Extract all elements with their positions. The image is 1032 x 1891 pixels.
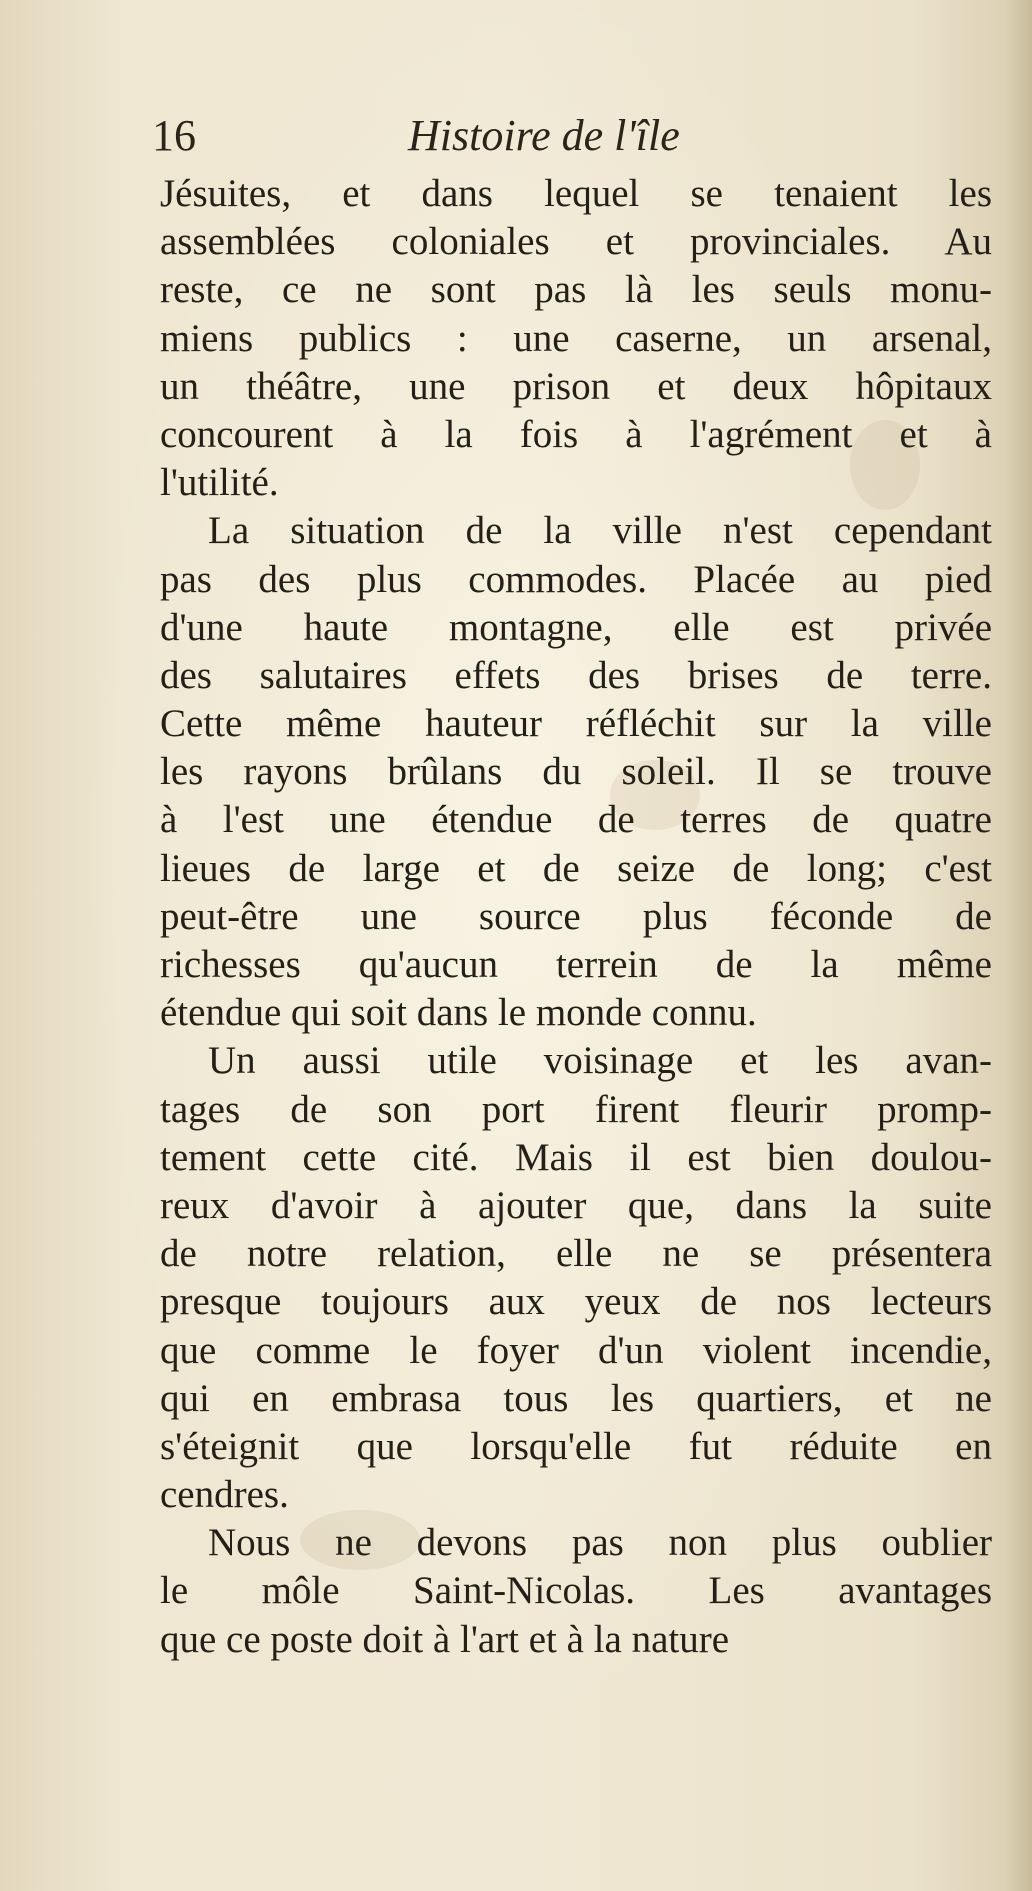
text-line: qui en embrasa tous les quartiers, et ne (160, 1376, 992, 1420)
text-line: richesses qu'aucun terrein de la même (160, 943, 992, 986)
text-line: à l'est une étendue de terres de quatre (160, 798, 992, 842)
text-line: tages de son port firent fleurir promp- (160, 1087, 992, 1131)
paragraph (160, 170, 992, 507)
text-line: Jésuites, et dans lequel se tenaient les (160, 172, 992, 215)
text-line: l'utilité. (160, 461, 279, 505)
page-header (152, 106, 992, 166)
text-line: reux d'avoir à ajouter que, dans la suite (160, 1183, 992, 1227)
text-line: d'une haute montagne, elle est privée (160, 605, 992, 649)
text-line: tement cette cité. Mais il est bien doulou- (160, 1135, 992, 1179)
paragraph (160, 507, 992, 1037)
text-line: miens publics : une caserne, un arsenal, (160, 316, 992, 360)
text-line: pas des plus commodes. Placée au pied (160, 557, 992, 601)
text-line: lieues de large et de seize de long; c'est (160, 846, 992, 890)
text-line: reste, ce ne sont pas là les seuls monu- (160, 268, 992, 312)
text-line: La situation de la ville n'est cependant (208, 509, 992, 553)
text-line: que comme le foyer d'un violent incendie, (160, 1328, 992, 1372)
page-number: 16 (152, 111, 196, 160)
text-line: cendres. (160, 1473, 289, 1517)
text-line: assemblées coloniales et provinciales. Au (160, 220, 992, 264)
text-line: presque toujours aux yeux de nos lecteurs (160, 1280, 992, 1324)
text-line: de notre relation, elle ne se présentera (160, 1232, 992, 1276)
text-line: Un aussi utile voisinage et les avan- (208, 1039, 992, 1083)
paragraph (160, 1519, 992, 1664)
text-line: peut-être une source plus féconde de (160, 894, 992, 938)
paragraph (160, 1037, 992, 1519)
body-text (160, 170, 992, 1664)
text-line: s'éteignit que lorsqu'elle fut réduite en (160, 1424, 992, 1468)
text-line: Cette même hauteur réfléchit sur la ville (160, 702, 992, 746)
running-title: Histoire de l'île (408, 111, 680, 160)
text-line: le môle Saint-Nicolas. Les avantages (160, 1569, 992, 1613)
text-line: Nous ne devons pas non plus oublier (208, 1521, 992, 1565)
text-line: étendue qui soit dans le monde connu. (160, 991, 757, 1035)
text-line: les rayons brûlans du soleil. Il se trouve (160, 750, 992, 794)
text-line: un théâtre, une prison et deux hôpitaux (160, 364, 992, 408)
text-line: des salutaires effets des brises de terre. (160, 653, 992, 697)
text-line: que ce poste doit à l'art et à la nature (160, 1617, 730, 1661)
text-line: concourent à la fois à l'agrément et à (160, 412, 992, 456)
